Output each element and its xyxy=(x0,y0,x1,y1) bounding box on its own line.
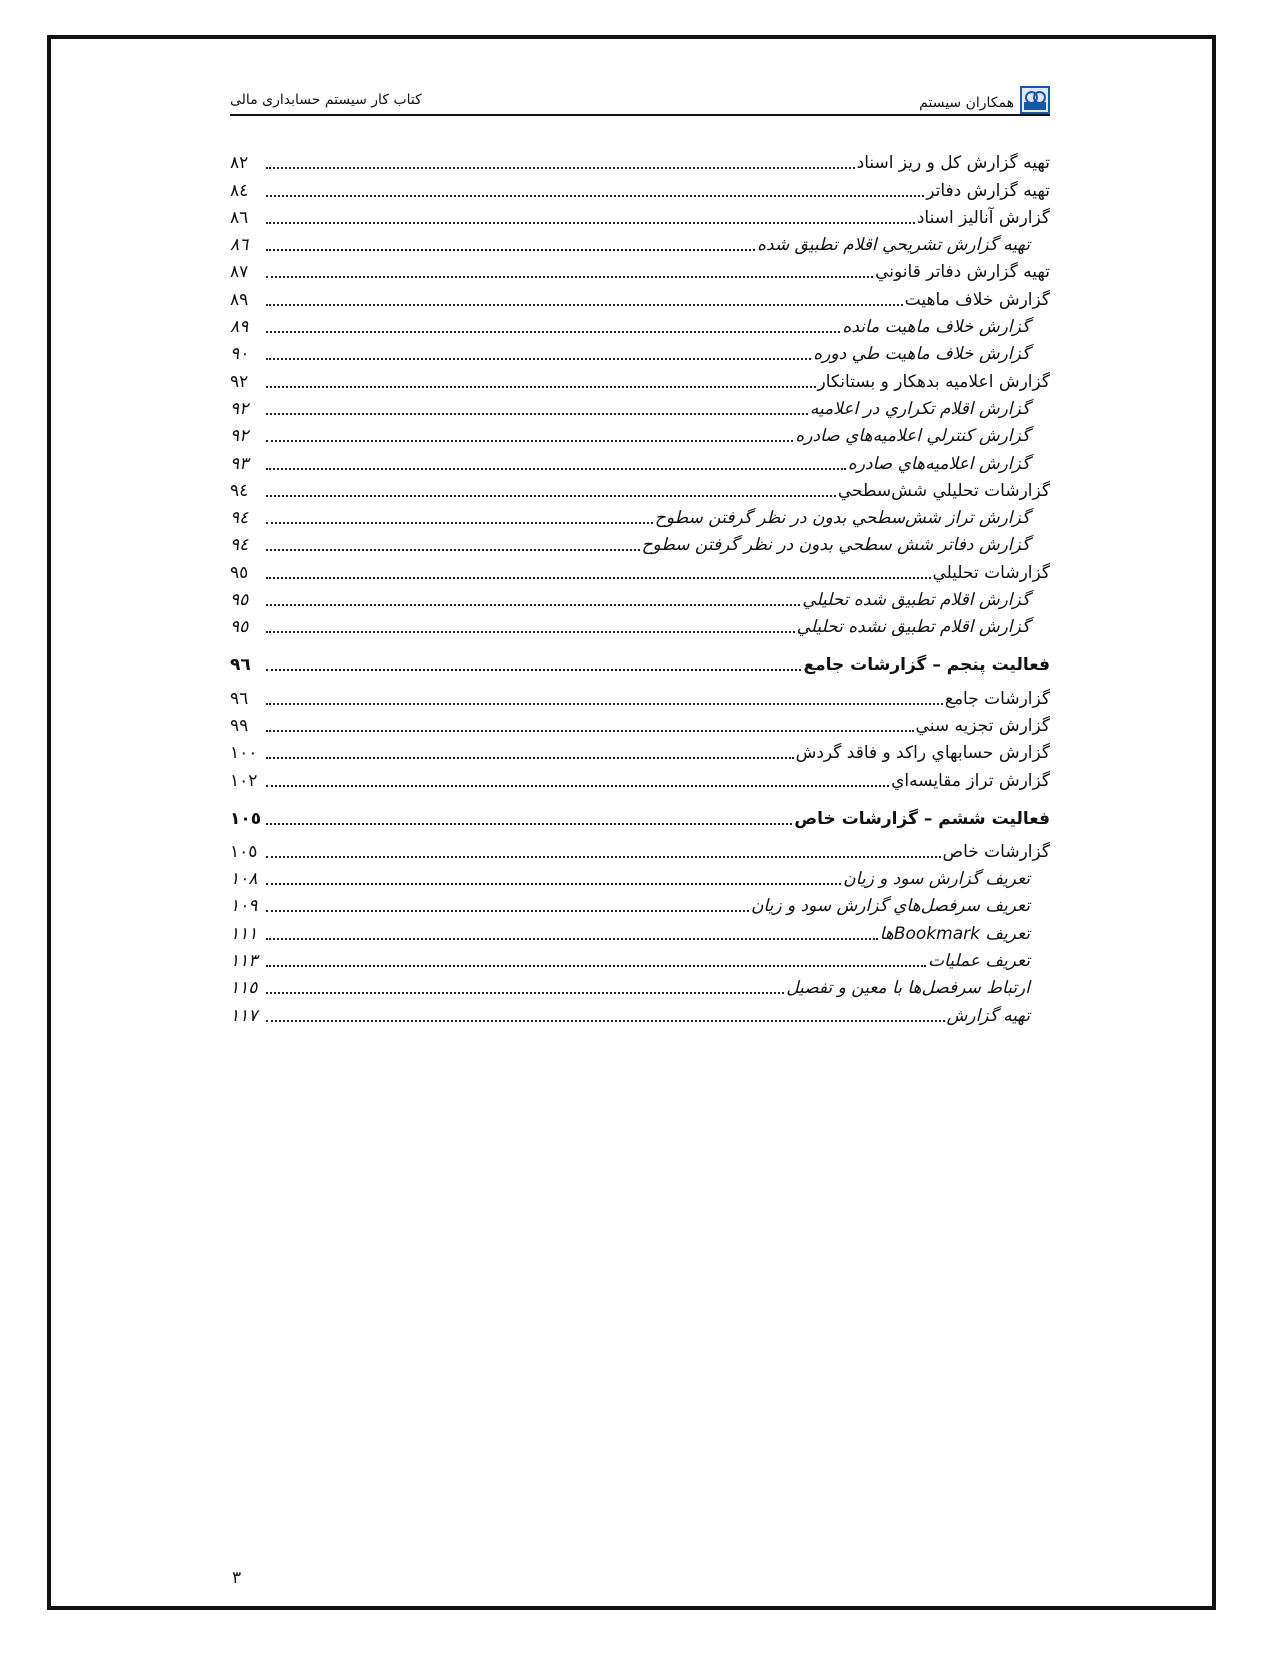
toc-entry-title: تعريف سرفصل‌هاي گزارش سود و زيان xyxy=(750,896,1030,917)
toc-entry-page: ۱۰٥ xyxy=(230,841,258,862)
toc-entry[interactable] xyxy=(230,283,1050,310)
toc-entry-title: گزارش خلاف ماهیت xyxy=(904,289,1050,310)
toc-entry-title: گزارش تراز مقایسه‌اي xyxy=(891,770,1050,791)
toc-entry[interactable] xyxy=(230,945,1050,972)
toc-entry[interactable] xyxy=(230,999,1050,1026)
toc-entry[interactable] xyxy=(230,737,1050,764)
page-number: ۳ xyxy=(232,1568,242,1588)
toc-entry-title: گزارش اعلامیه بدهکار و بستانکار xyxy=(817,371,1050,392)
toc-entry-page: ۸۹ xyxy=(230,289,249,310)
dot-leader xyxy=(266,965,926,967)
dot-leader xyxy=(266,440,793,442)
toc-entry-title: گزارش تجزیه سني xyxy=(915,715,1050,736)
toc-entry-page: ۸۲ xyxy=(230,153,249,174)
dot-leader xyxy=(266,823,792,825)
toc-entry[interactable] xyxy=(230,890,1050,917)
dot-leader xyxy=(266,1020,945,1022)
toc-entry[interactable] xyxy=(230,475,1050,502)
toc-entry-title: گزارشات جامع xyxy=(944,688,1050,709)
toc-entry[interactable] xyxy=(230,365,1050,392)
toc-entry-page: ۹٥ xyxy=(230,562,249,583)
toc-entry-title: گزارش خلاف ماهيت مانده xyxy=(842,317,1030,338)
toc-entry-page: ۹٦ xyxy=(230,688,249,709)
toc-entry[interactable] xyxy=(230,202,1050,229)
toc-entry[interactable] xyxy=(230,584,1050,611)
toc-entry-title: فعالیت پنجم – گزارشات جامع xyxy=(803,655,1050,676)
toc-entry[interactable] xyxy=(230,311,1050,338)
dot-leader xyxy=(266,577,931,579)
dot-leader xyxy=(266,604,800,606)
toc-entry-title: گزارش تراز شش‌سطحي بدون در نظر گرفتن سطوح xyxy=(654,508,1030,529)
toc-entry[interactable] xyxy=(230,972,1050,999)
toc-entry-page: ۸۹ xyxy=(230,317,249,338)
toc-entry-page: ۹٤ xyxy=(230,535,249,556)
toc-entry[interactable] xyxy=(230,147,1050,174)
toc-entry-page: ۱۰۲ xyxy=(230,770,258,791)
toc-entry-title: گزارش اقلام تطبيق نشده تحليلي xyxy=(796,617,1030,638)
dot-leader xyxy=(266,249,755,251)
toc-entry-page: ۹۲ xyxy=(230,426,249,447)
toc-entry-title: گزارش آنالیز اسناد xyxy=(916,207,1050,228)
dot-leader xyxy=(266,703,943,705)
toc-entry-title: تعريف عمليات xyxy=(928,951,1030,972)
dot-leader xyxy=(266,992,784,994)
toc-entry-title: گزارش اقلام تکراري در اعلاميه xyxy=(809,398,1030,419)
toc-entry-title: گزارشات تحلیلي xyxy=(932,562,1050,583)
dot-leader xyxy=(266,331,840,333)
toc-entry-title: گزارش دفاتر شش سطحي بدون در نظر گرفتن سطوح xyxy=(641,535,1030,556)
table-of-contents xyxy=(230,147,1050,1027)
toc-entry-page: ۸٦ xyxy=(230,235,249,256)
toc-entry-page: ۹۰ xyxy=(230,344,249,365)
company-header xyxy=(919,86,1050,114)
dot-leader xyxy=(266,669,801,671)
dot-leader xyxy=(266,386,816,388)
dot-leader xyxy=(266,883,841,885)
toc-entry[interactable] xyxy=(230,710,1050,737)
toc-entry-page: ۱۰۹ xyxy=(230,896,258,917)
toc-entry[interactable] xyxy=(230,611,1050,638)
dot-leader xyxy=(266,522,653,524)
toc-entry-page: ۱۰۰ xyxy=(230,743,258,764)
toc-entry-page: ۱۰۸ xyxy=(230,869,258,890)
toc-entry[interactable] xyxy=(230,393,1050,420)
toc-entry-title: گزارش حسابهاي راکد و فاقد گردش xyxy=(795,743,1050,764)
toc-entry-page: ۹٥ xyxy=(230,617,249,638)
dot-leader xyxy=(266,167,855,169)
dot-leader xyxy=(266,856,941,858)
toc-entry-title: تهیه گزارش دفاتر قانوني xyxy=(875,262,1050,283)
toc-entry-page: ۹٤ xyxy=(230,480,249,501)
toc-entry-title: تهیه گزارش کل و ریز اسناد xyxy=(856,153,1050,174)
toc-entry[interactable] xyxy=(230,863,1050,890)
dot-leader xyxy=(266,222,915,224)
toc-entry-title: تهيه گزارش xyxy=(946,1005,1030,1026)
toc-entry-title: گزارشات تحليلي شش‌سطحي xyxy=(837,480,1050,501)
toc-entry[interactable] xyxy=(230,682,1050,709)
toc-entry[interactable] xyxy=(230,229,1050,256)
dot-leader xyxy=(266,413,808,415)
toc-entry-page: ۹٦ xyxy=(230,655,251,676)
toc-entry-title: فعالیت ششم – گزارشات خاص xyxy=(794,808,1050,829)
toc-entry-title: تعريف Bookmarkها xyxy=(879,923,1030,944)
toc-entry-page: ۹۲ xyxy=(230,398,249,419)
dot-leader xyxy=(266,468,846,470)
dot-leader xyxy=(266,757,794,759)
dot-leader xyxy=(266,785,889,787)
toc-entry-title: گزارش کنترلي اعلاميه‌هاي صادره xyxy=(795,426,1030,447)
dot-leader xyxy=(266,549,640,551)
toc-entry-page: ۱۱۷ xyxy=(230,1005,258,1026)
toc-section-heading[interactable] xyxy=(230,644,1050,676)
dot-leader xyxy=(266,910,749,912)
toc-entry-title: ارتباط سرفصل‌ها با معين و تفصيل xyxy=(786,978,1030,999)
toc-entry-page: ۱۱٥ xyxy=(230,978,258,999)
toc-entry[interactable] xyxy=(230,529,1050,556)
toc-entry-page: ۱۱۳ xyxy=(230,951,258,972)
toc-entry-page: ۸٤ xyxy=(230,180,249,201)
toc-entry-title: گزارش خلاف ماهيت طي دوره xyxy=(813,344,1030,365)
toc-entry-page: ۱۱۱ xyxy=(230,923,258,944)
toc-entry-title: تهيه گزارش تشريحي اقلام تطبيق شده xyxy=(757,235,1030,256)
toc-entry-page: ۹۹ xyxy=(230,715,249,736)
dot-leader xyxy=(266,195,924,197)
dot-leader xyxy=(266,358,811,360)
toc-entry-page: ۸۷ xyxy=(230,262,249,283)
toc-entry-title: گزارش اعلاميه‌هاي صادره xyxy=(847,453,1030,474)
company-name: همکاران سیستم xyxy=(919,95,1014,111)
toc-entry[interactable] xyxy=(230,764,1050,791)
toc-entry[interactable] xyxy=(230,420,1050,447)
toc-entry[interactable] xyxy=(230,174,1050,201)
toc-section-heading[interactable] xyxy=(230,798,1050,830)
toc-entry-page: ۸٦ xyxy=(230,207,249,228)
dot-leader xyxy=(266,304,903,306)
toc-entry[interactable] xyxy=(230,447,1050,474)
toc-entry-title: تهیه گزارش دفاتر xyxy=(926,180,1050,201)
dot-leader xyxy=(266,276,873,278)
toc-entry[interactable] xyxy=(230,917,1050,944)
toc-entry[interactable] xyxy=(230,338,1050,365)
dot-leader xyxy=(266,631,795,633)
company-logo-icon xyxy=(1020,86,1050,114)
toc-entry-page: ۹۲ xyxy=(230,371,249,392)
book-title: کتاب کار سیستم حسابداری مالی xyxy=(230,92,422,108)
toc-entry-page: ۹۳ xyxy=(230,453,249,474)
toc-entry[interactable] xyxy=(230,836,1050,863)
toc-entry-page: ۹٥ xyxy=(230,590,249,611)
toc-entry-title: تعريف گزارش سود و زيان xyxy=(843,869,1030,890)
toc-entry-page: ۱۰٥ xyxy=(230,808,262,829)
toc-entry-title: گزارشات خاص xyxy=(942,841,1050,862)
dot-leader xyxy=(266,730,914,732)
dot-leader xyxy=(266,495,836,497)
toc-entry-page: ۹٤ xyxy=(230,508,249,529)
dot-leader xyxy=(266,938,878,940)
toc-entry[interactable] xyxy=(230,256,1050,283)
toc-entry[interactable] xyxy=(230,556,1050,583)
toc-entry[interactable] xyxy=(230,502,1050,529)
toc-entry-title: گزارش اقلام تطبيق شده تحليلي xyxy=(802,590,1030,611)
page-header xyxy=(230,70,1050,116)
